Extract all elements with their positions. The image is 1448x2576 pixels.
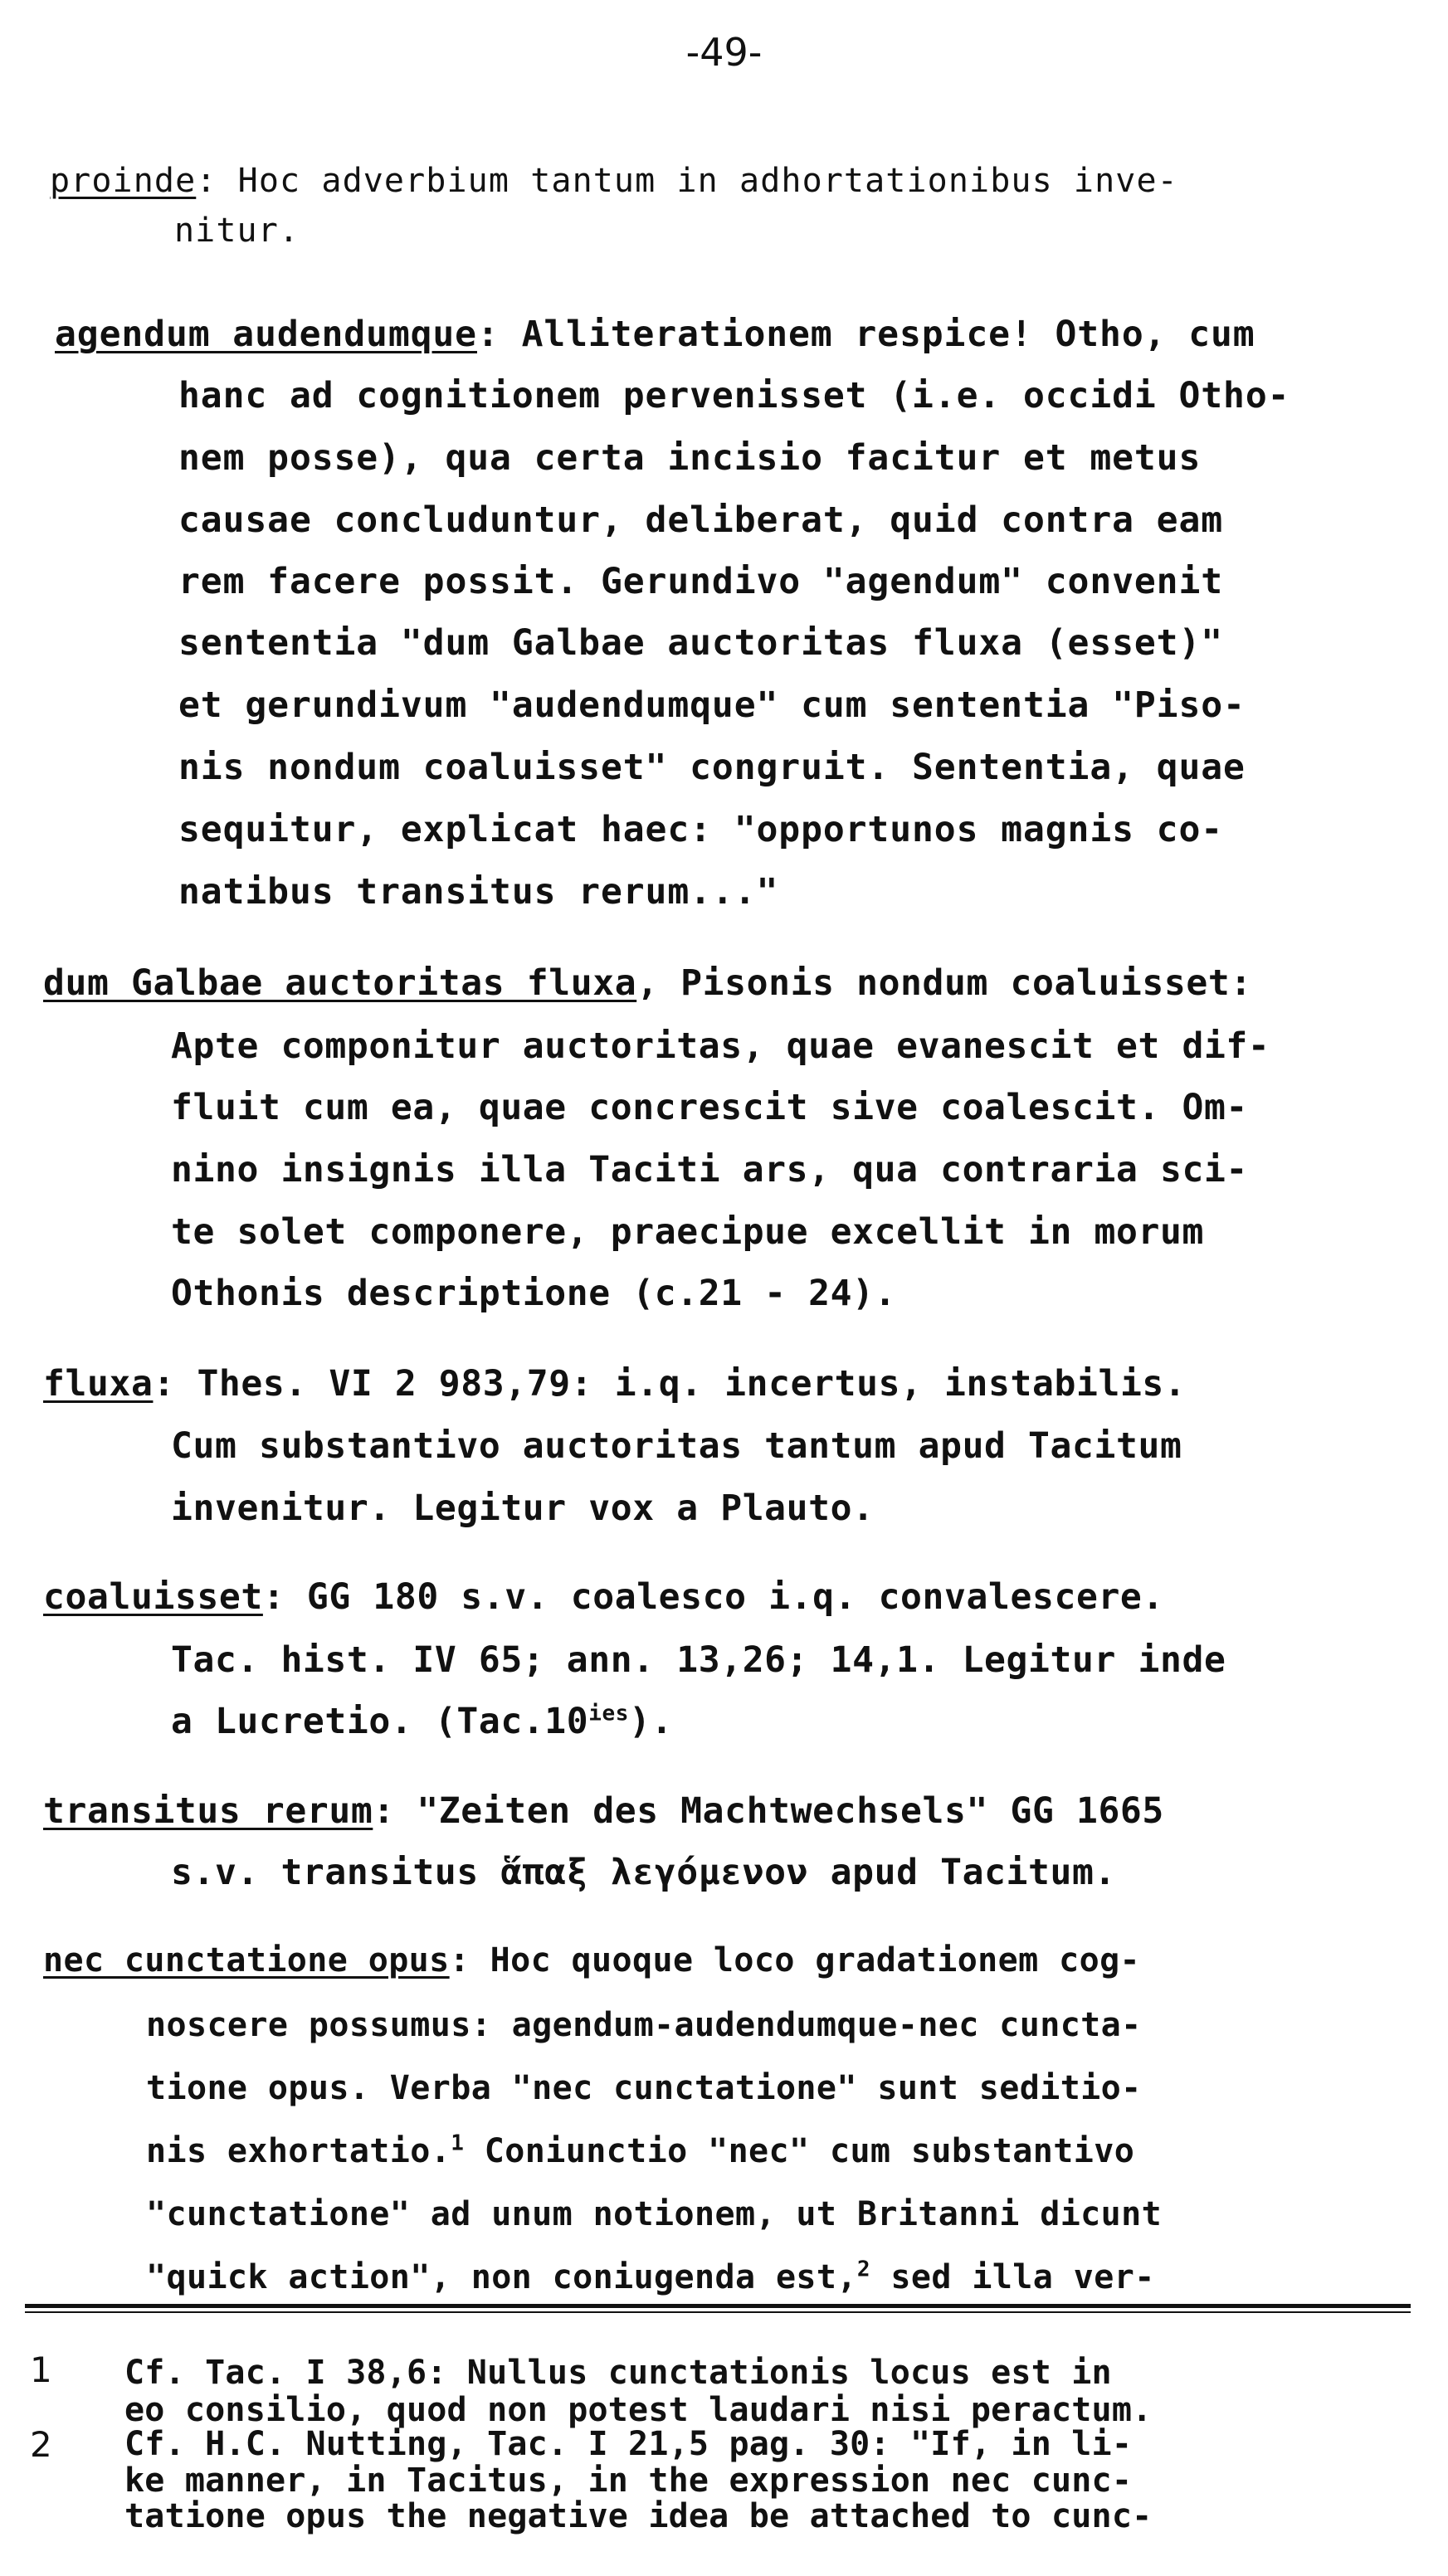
footnote-2-number: 2 — [30, 2424, 52, 2465]
entry-fluxa-line-3: invenitur. Legitur vox a Plauto. — [171, 1488, 875, 1529]
entry-agendum-line-2: hanc ad cognitionem pervenisset (i.e. occidi Otho- — [178, 375, 1290, 416]
entry-nec-line-4: nis exhortatio.$^1$ Coniunctio "nec" cum substantivo — [146, 2130, 1135, 2170]
entry-coaluisset-line-1: coaluisset: GG 180 s.v. coalesco i.q. convalescere. — [43, 1576, 1164, 1618]
entry-dum-galbae-line-4: nino insignis illa Taciti ars, qua contraria sci- — [171, 1149, 1248, 1191]
entry-coaluisset-line-3: a Lucretio. $(Tac.10^{ies})$. — [171, 1701, 674, 1742]
footnote-ref-1: 1 — [451, 2130, 465, 2156]
entry-dum-galbae-line-3: fluit cum ea, quae concrescit sive coalescit. Om- — [171, 1087, 1248, 1128]
entry-dum-galbae-line-6: Othonis descriptione (c.21 - 24). — [171, 1273, 897, 1314]
lemma-proinde: proinde — [50, 162, 197, 200]
lemma-agendum-audendumque: agendum audendumque — [55, 314, 477, 355]
entry-agendum-line-10: natibus transitus rerum..." — [178, 871, 779, 913]
footnote-1-line-1: Cf. Tac. I 38,6: Nullus cunctationis locus est in — [124, 2354, 1112, 2392]
entry-agendum-line-1: agendum audendumque: Alliterationem respice! Otho, cum — [55, 314, 1255, 355]
footnote-2-line-2: ke manner, in Tacitus, in the expression nec cunc- — [124, 2462, 1133, 2500]
superscript-ies: ies — [588, 1701, 630, 1726]
lemma-coaluisset: coaluisset — [43, 1576, 263, 1618]
entry-nec-line-2: noscere possumus: agendum-audendumque-nec cuncta- — [146, 2006, 1142, 2044]
entry-nec-line-3: tione opus. Verba "nec cunctatione" sunt seditio- — [146, 2069, 1142, 2107]
footnote-1-line-2: eo consilio, quod non potest laudari nisi peractum. — [124, 2391, 1153, 2429]
entry-coaluisset-line-2: Tac. hist. IV 65; ann. 13,26; 14,1. Legitur inde — [171, 1639, 1226, 1681]
entry-nec-line-6: "quick action", non coniugenda est,$^2$ sed illa ver- — [146, 2257, 1155, 2296]
footnote-ref-2: 2 — [856, 2257, 870, 2282]
entry-agendum-line-3: nem posse), qua certa incisio facitur et metus — [178, 437, 1202, 479]
entry-dum-galbae-line-5: te solet componere, praecipue excellit in morum — [171, 1211, 1204, 1253]
footnote-1-number: 1 — [30, 2350, 52, 2390]
lemma-transitus-rerum: transitus rerum — [43, 1790, 373, 1832]
entry-transitus-line-1: transitus rerum: "Zeiten des Machtwechsels" GG 1665 — [43, 1790, 1164, 1832]
entry-fluxa-line-2: Cum substantivo auctoritas tantum apud Tacitum — [171, 1425, 1182, 1467]
page-number: -49- — [685, 30, 763, 75]
footnote-separator — [25, 2304, 1411, 2308]
entry-nec-line-5: "cunctatione" ad unum notionem, ut Britanni dicunt — [146, 2195, 1163, 2233]
footnote-2-line-3: tatione opus the negative idea be attached to cunc- — [124, 2497, 1153, 2535]
entry-agendum-line-9: sequitur, explicat haec: "opportunos magnis co- — [178, 809, 1224, 850]
entry-proinde-line-2: nitur. — [174, 212, 300, 250]
entry-agendum-line-8: nis nondum coaluisset" congruit. Sententia, quae — [178, 747, 1246, 788]
lemma-nec-cunctatione-opus: nec cunctatione opus — [43, 1941, 450, 1979]
entry-proinde-line-1: proinde: Hoc adverbium tantum in adhortationibus inve- — [50, 162, 1178, 200]
entry-agendum-line-6: sententia "dum Galbae auctoritas fluxa (esset)" — [178, 622, 1224, 664]
lemma-dum-galbae: dum Galbae auctoritas fluxa — [43, 962, 637, 1004]
entry-agendum-line-5: rem facere possit. Gerundivo "agendum" convenit — [178, 561, 1224, 602]
entry-agendum-line-4: causae concluduntur, deliberat, quid contra eam — [178, 499, 1224, 541]
lemma-fluxa: fluxa — [43, 1363, 154, 1405]
entry-transitus-line-2: s.v. transitus ἅπαξ λεγόμενον apud Tacitum. — [171, 1852, 1116, 1893]
entry-dum-galbae-line-2: Apte componitur auctoritas, quae evanescit et dif- — [171, 1025, 1270, 1067]
footnote-separator-thin — [25, 2311, 1411, 2313]
entry-nec-line-1: nec cunctatione opus: Hoc quoque loco gradationem cog- — [43, 1941, 1141, 1979]
footnote-2-line-1: Cf. H.C. Nutting, Tac. I 21,5 pag. 30: "If, in li- — [124, 2425, 1133, 2463]
entry-fluxa-line-1: fluxa: Thes. VI 2 983,79: i.q. incertus, instabilis. — [43, 1363, 1187, 1405]
entry-agendum-line-7: et gerundivum "audendumque" cum sententia "Piso- — [178, 684, 1246, 726]
entry-dum-galbae-line-1: dum Galbae auctoritas fluxa, Pisonis nondum coaluisset: — [43, 962, 1252, 1004]
